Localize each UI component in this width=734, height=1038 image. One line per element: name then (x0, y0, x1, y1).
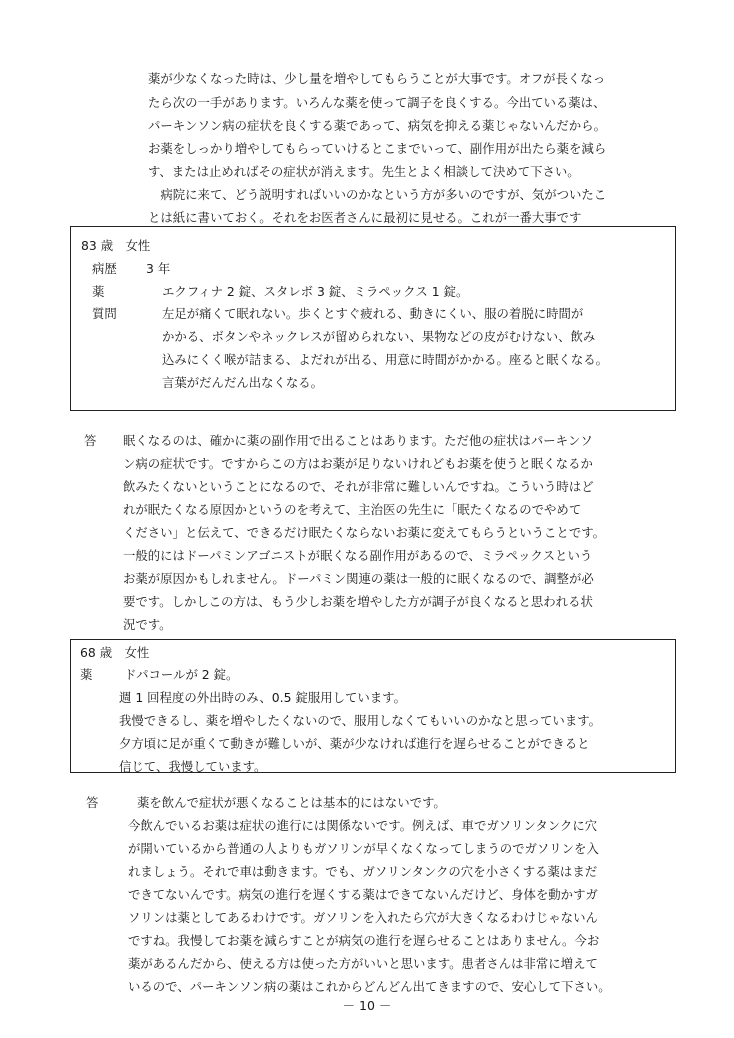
answer-line: 一般的にはドーパミンアゴニストが眠くなる副作用があるので、ミラペックスという (123, 548, 593, 563)
answer-line: ン病の症状です。ですからこの方はお薬が足りないけれどもお薬を使うと眠くなるか (123, 456, 593, 471)
medicine-label: 薬 (92, 284, 105, 299)
question-line: 左足が痛くて眠れない。歩くとすぐ疲れる、動きにくい、服の着脱に時間が (162, 306, 584, 321)
question-line: 込みにくく喉が詰まる、よだれが出る、用意に時間がかかる。座ると眠くなる。 (162, 352, 609, 367)
answer-line: お薬が原因かもしれません。ドーパミン関連の薬は一般的に眠くなるので、調整が必 (123, 571, 594, 586)
intro-line: す、または止めればその症状が消えます。先生とよく相談して決めて下さい。 (148, 164, 580, 179)
case-line: 週 1 回程度の外出時のみ、0.5 錠服用しています。 (119, 690, 406, 705)
medicine-label: 薬 (80, 667, 93, 682)
intro-line: とは紙に書いておく。それをお医者さんに最初に見せる。これが一番大事です (148, 210, 582, 225)
answer-line: できてないんです。病気の進行を遅くする薬はできてないんだけど、身体を動かすガ (128, 887, 598, 902)
intro-line: パーキンソン病の症状を良くする薬であって、病気を抑える薬じゃないんだから。 (148, 118, 606, 133)
case-line: 夕方頃に足が重くて動きが難しいが、薬が少なければ進行を遅らせることができると (119, 736, 590, 751)
answer-line: ください」と伝えて、できるだけ眠たくならないお薬に変えてもらうということです。 (123, 525, 605, 540)
intro-line: 薬が少なくなった時は、少し量を増やしてもらうことが大事です。オフが長くなっ (148, 71, 606, 86)
answer-line: 薬があるんだから、使える方は使った方がいいと思います。患者さんは非常に増えて (128, 956, 598, 971)
case-line: 信じて、我慢しています。 (119, 759, 267, 774)
answer-label: 答 (86, 795, 99, 810)
answer-line: が開いているから普通の人よりもガソリンが早くなくなってしまうのでガソリンを入 (128, 841, 599, 856)
history-label: 病歴 (92, 261, 117, 276)
answer-line: れが眠たくなる原因かというのを考えて、主治医の先生に「眠たくなるのでやめて (123, 502, 582, 517)
answer-line: 今飲んでいるお薬は症状の進行には関係ないです。例えば、車でガソリンタンクに穴 (128, 818, 598, 833)
question-line: かかる、ボタンやネックレスが留められない、果物などの皮がむけない、飲み (162, 329, 596, 344)
answer-line: 要です。しかしこの方は、もう少しお薬を増やした方が調子が良くなると思われる状 (123, 594, 593, 609)
answer-line: ですね。我慢してお薬を減らすことが病気の進行を遅らせることはありません。今お (128, 933, 600, 948)
intro-line: 病院に来て、どう説明すればいいのかなという方が多いのですが、気がついたこ (148, 187, 607, 202)
answer-line: いるので、パーキンソン病の薬はこれからどんどん出てきますので、安心して下さい。 (128, 979, 611, 994)
medicine-value: ドパコールが 2 錠。 (124, 667, 239, 682)
page-number: － 10 － (342, 998, 392, 1013)
medicine-value: エクフィナ 2 錠、スタレボ 3 錠、ミラペックス 1 錠。 (162, 284, 469, 299)
answer-line: 眠くなるのは、確かに薬の副作用で出ることはあります。ただ他の症状はパーキンソ (123, 433, 593, 448)
question-line: 言葉がだんだん出なくなる。 (162, 375, 324, 390)
case-line: 我慢できるし、薬を増やしたくないので、服用しなくてもいいのかなと思っています。 (119, 713, 601, 728)
question-label: 質問 (92, 306, 117, 321)
case-header: 68 歳 女性 (80, 645, 150, 660)
answer-line: ソリンは薬としてあるわけです。ガソリンを入れたら穴が大きくなるわけじゃないん (128, 910, 598, 925)
history-value: 3 年 (146, 261, 171, 276)
answer-line: れましょう。それで車は動きます。でも、ガソリンタンクの穴を小さくする薬はまだ (128, 864, 598, 879)
answer-line: 薬を飲んで症状が悪くなることは基本的にはないです。 (137, 795, 446, 810)
answer-line: 況です。 (123, 617, 172, 632)
case-box-2 (70, 639, 676, 773)
intro-line: お薬をしっかり増やしてもらっていけるとこまでいって、副作用が出たら薬を減ら (148, 141, 607, 156)
answer-label: 答 (84, 433, 97, 448)
intro-line: たら次の一手があります。いろんな薬を使って調子を良くする。今出ている薬は、 (148, 95, 606, 110)
case-header: 83 歳 女性 (81, 238, 151, 253)
answer-line: 飲みたくないということになるので、それが非常に難しいんですね。こういう時はど (123, 479, 594, 494)
